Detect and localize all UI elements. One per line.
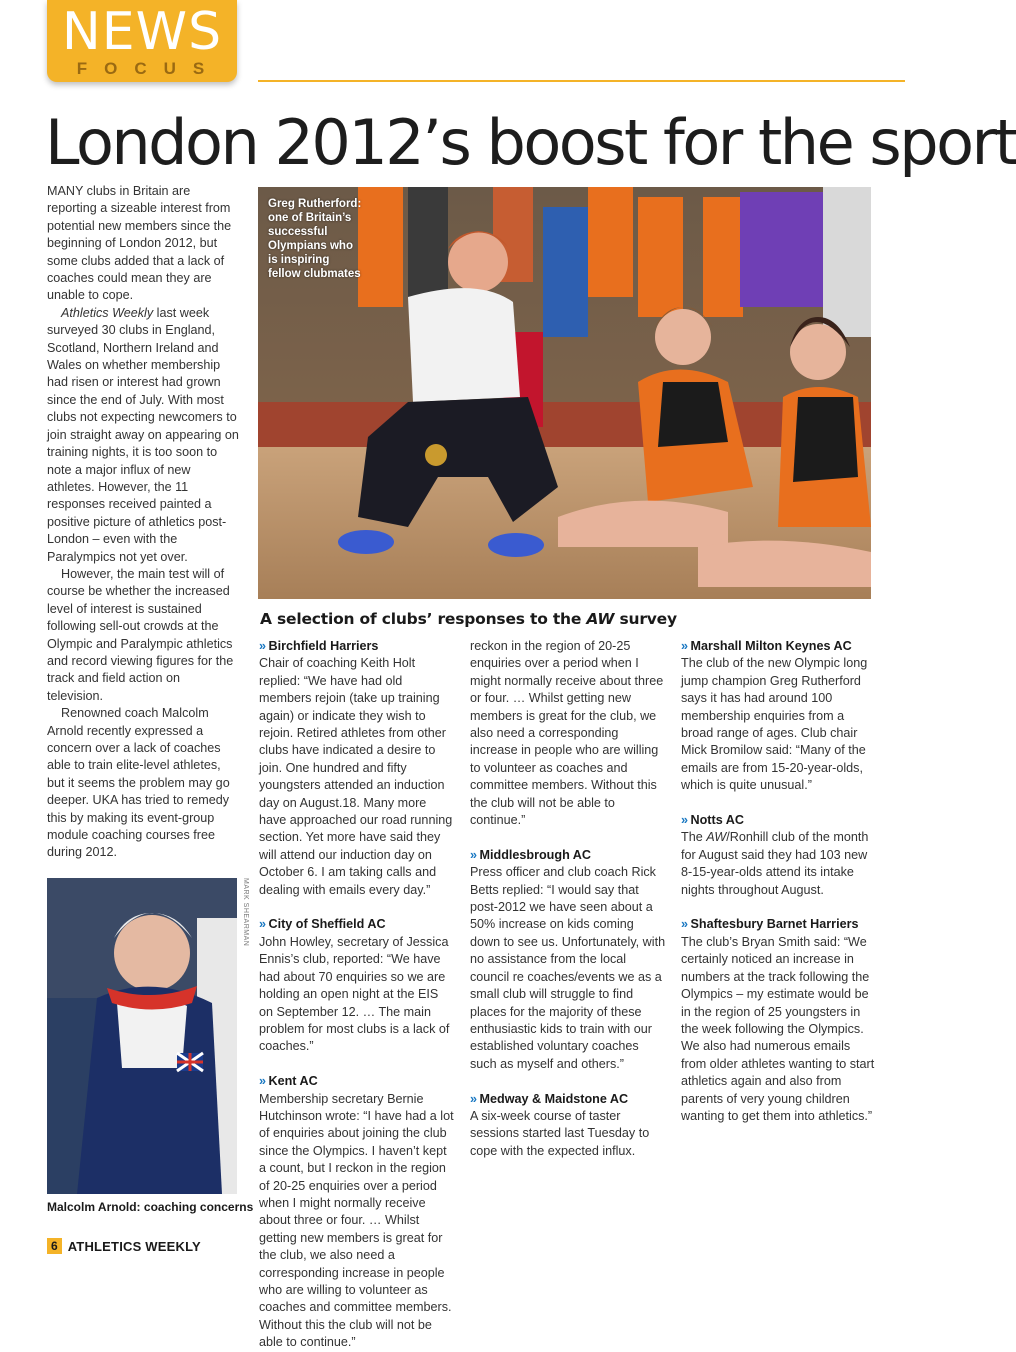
club-text-kent-continued: reckon in the region of 20-25 enquiries over a period when I might normally receive about three or four. … Whilst getting new members is great for the club, we also need a corresponding increase in people who are willing to volunteer as coaches and committee members. Without this the club will not be able to continue.” [470, 639, 664, 828]
small-photo-illustration [47, 878, 237, 1194]
club-text-marshall: The club of the new Olympic long jump champion Greg Rutherford says it has had around 100 membership enquiries from a broad range of ages. Club chair Mick Bromilow said: “Many of the emails are from 15-20-year-olds, which is quite unusual.” [681, 656, 868, 793]
chevron-icon: » [259, 639, 264, 653]
chevron-icon: » [470, 1091, 475, 1106]
club-name-notts: » Notts AC [681, 813, 744, 828]
body-paragraph: However, the main test will of course be whether the increased level of interest is sustained following sell-out crowds at the Olympic and Paralympic athletics and record viewing figures for the track and field action on television. [47, 566, 234, 703]
chevron-icon: » [259, 917, 264, 932]
small-photo-caption: Malcolm Arnold: coaching concerns [47, 1200, 254, 1214]
chevron-icon: » [470, 847, 475, 862]
main-photo-caption: Greg Rutherford: one of Britain’s successful Olympians who is inspiring fellow clubmates [268, 198, 362, 280]
page-footer [47, 1237, 201, 1255]
club-text-middlesbrough: Press officer and club coach Rick Betts replied: “I would say that post-2012 we have seen about a 50% increase on kids coming down to see us. Unfortunately, with no assistance from the local council re coaches/events we as a small club will struggle to find places for the majority of these enthusiastic kids to train with our established voluntary coaches such as myself and others.” [470, 865, 666, 1071]
club-name-sheffield: » City of Sheffield AC [259, 917, 386, 932]
section-subword: FOCUS [76, 59, 222, 78]
club-text-sheffield: John Howley, secretary of Jessica Ennis’s club, reported: “We have had about 70 enquiries so we are holding an open night at the EIS on September 12. … The main problem for most clubs is a lack of coaches.” [259, 934, 450, 1054]
survey-heading-post: survey [614, 610, 677, 628]
club-name-middlesbrough: » Middlesbrough AC [470, 847, 591, 862]
club-name-shaftesbury: » Shaftesbury Barnet Harriers [681, 917, 859, 932]
small-photo [47, 878, 237, 1194]
survey-column-1 [259, 638, 455, 1350]
body-paragraph: Renowned coach Malcolm Arnold recently expressed a concern over a lack of coaches able to train elite-level athletes, but it seems the problem may go deeper. UKA has tried to remedy this by making its event-group module coaching courses free during 2012. [47, 706, 230, 860]
page-headline: London 2012’s boost for the sport [45, 106, 1016, 179]
club-name-birchfield: » Birchfield Harriers [259, 639, 379, 653]
chevron-icon: » [259, 1074, 264, 1089]
survey-column-2 [470, 638, 666, 1160]
club-text-birchfield: Chair of coaching Keith Holt replied: “We have had old members rejoin (take up training again) or indicate they wish to rejoin. Retired athletes from other clubs have indicated a desire to join. One hundred and fifty youngsters attended an induction day on August.18. Many more have approached our road running section. Yet more have said they will attend our induction day on October 6. I am taking calls and dealing with emails every day.” [259, 656, 453, 897]
club-text-shaftesbury: The club’s Bryan Smith said: “We certainly noticed an increase in numbers at the track following the Olympics – my estimate would be in the region of 25 youngsters in the week following the Olympics. We also had numerous emails from older athletes wanting to start athletics again and also from parents of very young children wanting to get them into athletics.” [681, 934, 875, 1123]
top-rule [258, 80, 905, 82]
club-name-marshall: » Marshall Milton Keynes AC [681, 639, 852, 653]
main-photo [258, 187, 871, 599]
body-paragraph: Athletics Weekly last week surveyed 30 clubs in England, Scotland, Northern Ireland and Wales on whether membership had risen or interest had grown since the end of July. With most clubs not expecting newcomers to join straight away on appearing on training nights, it is too soon to note a major influx of new athletes. However, the 11 responses received painted a positive picture of athletics post-London – even with the Paralympics not yet over. [47, 305, 239, 564]
club-name-kent: » Kent AC [259, 1074, 318, 1089]
chevron-icon: » [681, 917, 686, 932]
chevron-icon: » [681, 639, 686, 653]
section-word: NEWS [61, 2, 223, 62]
club-text-kent: Membership secretary Bernie Hutchinson wrote: “I have had a lot of enquiries about joining the club since the Olympics. I haven’t kept a count, but I reckon in the region of 20-25 enquiries over a period when I might normally receive about three or four. … Whilst getting new members is great for the club, we also need a corresponding increase in people who are willing to volunteer as coaches and committee members. Without this the club will not be able to continue.” [259, 1091, 454, 1350]
club-text-notts: The AW/Ronhill club of the month for August said they had 103 new 8-15-year-olds attend its intake nights throughout August. [681, 830, 869, 897]
chevron-icon: » [681, 813, 686, 828]
club-text-medway: A six-week course of taster sessions started last Tuesday to cope with the expected influx. [470, 1108, 650, 1158]
survey-heading-pre: A selection of clubs’ responses to the [260, 610, 587, 628]
survey-heading [260, 610, 677, 628]
page-number: 6 [47, 1238, 62, 1254]
news-focus-badge [47, 0, 237, 82]
photo-credit: MARK SHEARMAN [242, 878, 249, 947]
club-name-medway: » Medway & Maidstone AC [470, 1091, 629, 1106]
publication-name: ATHLETICS WEEKLY [67, 1238, 201, 1254]
survey-heading-aw: AW [586, 610, 615, 628]
article-body [47, 183, 239, 862]
body-paragraph: MANY clubs in Britain are reporting a sizeable interest from potential new members since the beginning of London 2012, but some clubs added that a lack of coaches could mean they are unable to cope. [47, 184, 232, 303]
survey-column-3 [681, 638, 877, 1125]
